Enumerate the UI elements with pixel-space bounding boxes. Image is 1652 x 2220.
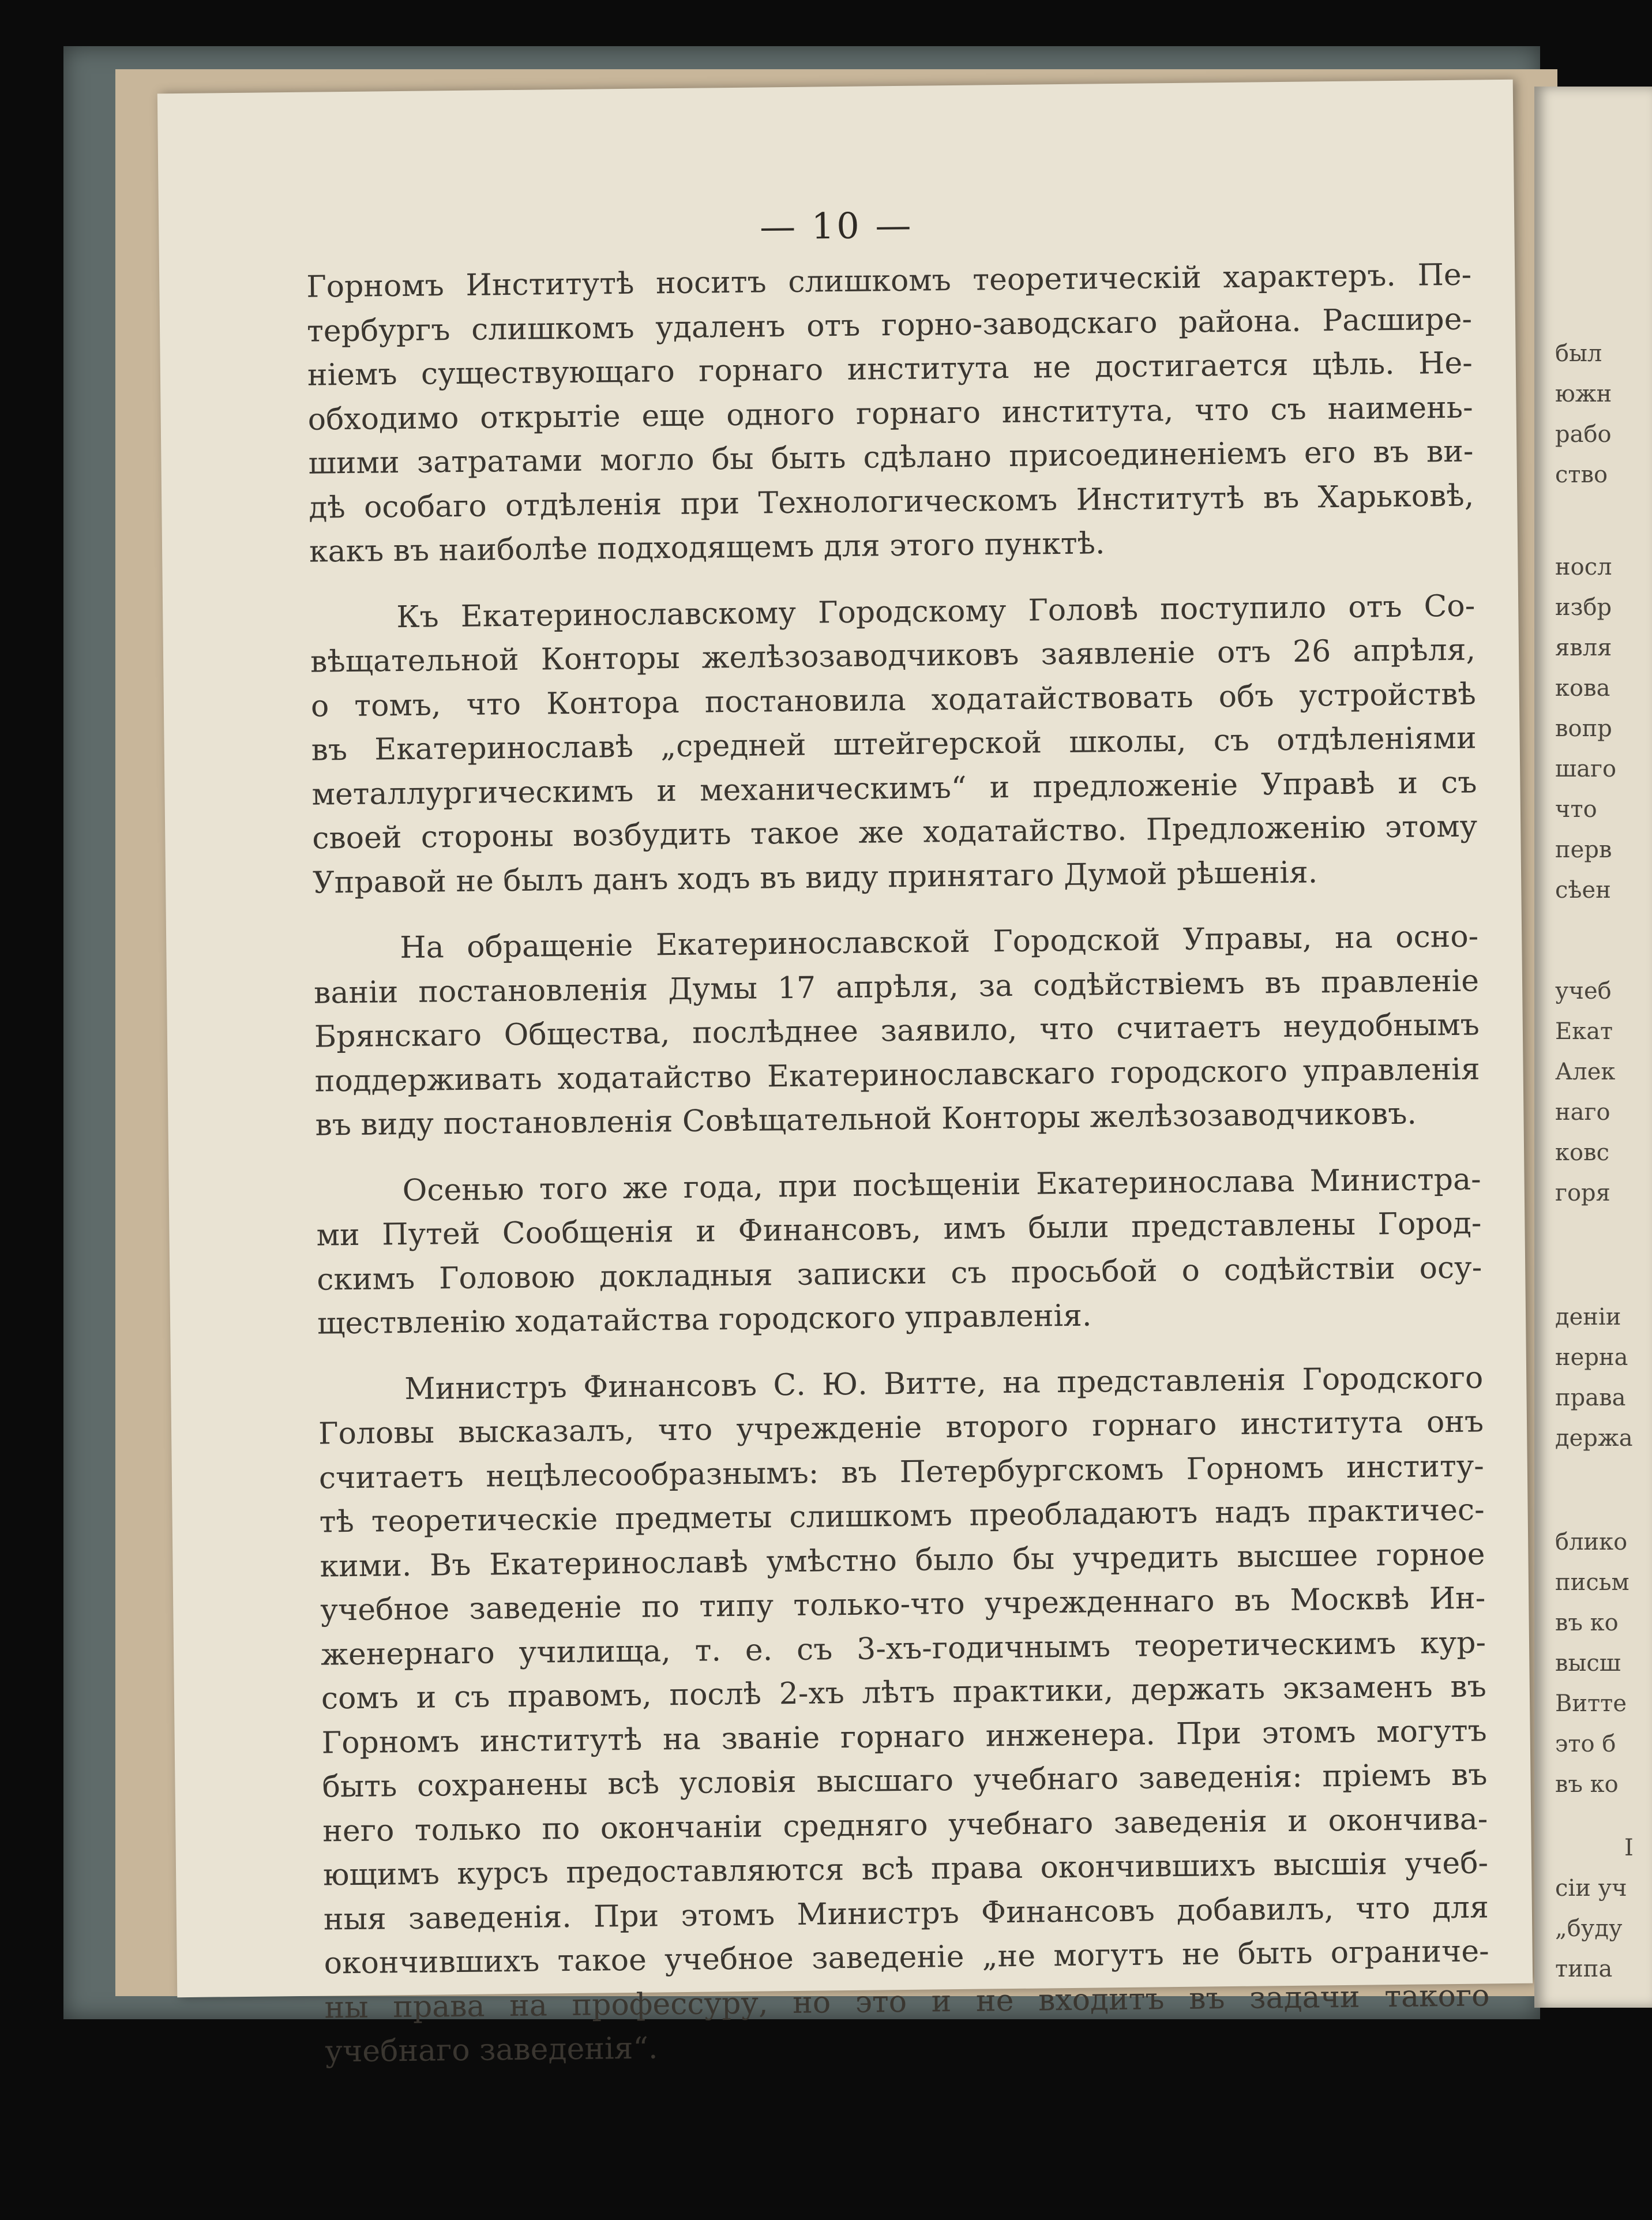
- facing-text-fragment: рабо: [1555, 421, 1612, 448]
- text-line: ныя заведенія. При этомъ Министръ Финансовъ добавилъ, что для: [323, 1889, 1489, 1937]
- text-line: Головы высказалъ, что учрежденіе второго горнаго института онъ: [318, 1404, 1484, 1452]
- text-line: него только по окончаніи средняго учебнаго заведенія и окончива-: [322, 1801, 1488, 1849]
- text-line: ны права на профессуру, но это и не входитъ въ задачи такого: [324, 1978, 1490, 2026]
- text-line: своей стороны возбудить такое же ходатайство. Предложенію этому: [312, 809, 1478, 856]
- page-body-text: [306, 253, 1490, 2074]
- paragraph: [316, 1157, 1482, 1346]
- paragraph: [310, 584, 1478, 905]
- text-line: дѣ особаго отдѣленія при Технологическомъ Институтѣ въ Харьковѣ,: [309, 478, 1474, 526]
- text-line: быть сохранены всѣ условія высшаго учебнаго заведенія: пріемъ въ: [322, 1757, 1488, 1805]
- facing-text-fragment: блико: [1555, 1529, 1628, 1555]
- text-line: Брянскаго Общества, послѣднее заявило, что считаетъ неудобнымъ: [314, 1007, 1480, 1055]
- text-line: скимъ Головою докладныя записки съ просьбой о содѣйствіи осу-: [317, 1250, 1482, 1297]
- facing-text-fragment: был: [1555, 340, 1602, 367]
- facing-text-fragment: вопр: [1555, 715, 1612, 742]
- text-line: Управой не былъ данъ ходъ въ виду принятаго Думой рѣшенія.: [312, 854, 1318, 901]
- facing-text-fragment: деніи: [1555, 1304, 1621, 1330]
- facing-text-fragment: сѣен: [1555, 877, 1611, 903]
- facing-text-fragment: нерна: [1555, 1344, 1628, 1371]
- facing-text-fragment: кова: [1555, 675, 1610, 702]
- text-line: ваніи постановленія Думы 17 апрѣля, за содѣйствіемъ въ правленіе: [313, 963, 1480, 1011]
- text-line: Горномъ институтѣ на званіе горнаго инженера. При этомъ могутъ: [321, 1713, 1487, 1761]
- facing-text-fragment: Витте: [1555, 1690, 1627, 1717]
- text-line: кими. Въ Екатеринославѣ умѣстно было бы учредить высшее горное: [320, 1536, 1485, 1584]
- facing-text-fragment: держа: [1555, 1425, 1633, 1452]
- text-line: вѣщательной Конторы желѣзозаводчиковъ заявленіе отъ 26 апрѣля,: [310, 632, 1476, 680]
- facing-text-fragment: наго: [1555, 1099, 1610, 1126]
- facing-text-fragment: права: [1555, 1385, 1626, 1411]
- paragraph: [313, 914, 1481, 1148]
- facing-text-fragment: въ ко: [1555, 1771, 1619, 1798]
- paragraph: [306, 253, 1474, 575]
- text-line: какъ въ наиболѣе подходящемъ для этого пунктѣ.: [309, 526, 1105, 569]
- facing-text-fragment: ство: [1555, 462, 1608, 488]
- paragraph: [318, 1356, 1490, 2074]
- text-line: обходимо открытіе еще одного горнаго института, что съ наимень-: [307, 390, 1473, 437]
- page-number: — 10 —: [759, 204, 914, 248]
- text-line: Министръ Финансовъ С. Ю. Витте, на представленія Городского: [404, 1360, 1484, 1407]
- text-line: поддерживать ходатайство Екатеринославскаго городского управленія: [314, 1051, 1480, 1099]
- text-line: окончившихъ такое учебное заведеніе „не могутъ не быть ограниче-: [324, 1934, 1489, 1981]
- facing-text-fragment: носл: [1555, 554, 1612, 580]
- facing-text-fragment: сіи уч: [1555, 1875, 1627, 1902]
- facing-text-fragment: горя: [1555, 1180, 1610, 1206]
- text-line: ществленію ходатайства городского управленія.: [317, 1298, 1092, 1341]
- facing-text-fragment: I: [1624, 1835, 1634, 1861]
- text-line: учебнаго заведенія“.: [325, 2031, 658, 2069]
- facing-text-fragment: письм: [1555, 1569, 1630, 1596]
- text-line: о томъ, что Контора постановила ходатайствовать объ устройствѣ: [310, 677, 1477, 724]
- text-line: Къ Екатеринославскому Городскому Головѣ поступило отъ Со-: [396, 588, 1475, 635]
- text-line: считаетъ нецѣлесообразнымъ: въ Петербургскомъ Горномъ институ-: [318, 1448, 1485, 1496]
- facing-text-fragment: „буду: [1555, 1915, 1623, 1942]
- facing-text-fragment: избр: [1555, 594, 1612, 621]
- text-line: ніемъ существующаго горнаго института не достигается цѣль. Не-: [307, 346, 1473, 393]
- facing-text-fragment: ковс: [1555, 1139, 1610, 1166]
- text-line: тербургъ слишкомъ удаленъ отъ горно-заводскаго района. Расшире-: [306, 302, 1473, 349]
- text-line: въ Екатеринославѣ „средней штейгерской школы, съ отдѣленіями: [311, 721, 1477, 768]
- text-line: учебное заведеніе по типу только-что учрежденнаго въ Москвѣ Ин-: [320, 1581, 1486, 1628]
- text-line: На обращеніе Екатеринославской Городской Управы, на осно-: [400, 919, 1479, 966]
- text-line: Осенью того же года, при посѣщеніи Екатеринослава Министра-: [402, 1161, 1481, 1208]
- text-line: сомъ и съ правомъ, послѣ 2-хъ лѣтъ практики, держать экзаменъ въ: [321, 1669, 1487, 1716]
- book-page: [157, 80, 1533, 2069]
- facing-text-fragment: типа: [1555, 1956, 1613, 1982]
- facing-page-fragment: [1534, 87, 1652, 2008]
- facing-text-fragment: что: [1555, 796, 1597, 823]
- text-line: металлургическимъ и механическимъ“ и предложеніе Управѣ и съ: [311, 765, 1477, 812]
- facing-text-fragment: южн: [1555, 381, 1612, 407]
- text-line: женернаго училища, т. е. съ 3-хъ-годичнымъ теоретическимъ кур-: [320, 1625, 1486, 1672]
- facing-text-fragment: шаго: [1555, 756, 1617, 782]
- facing-text-fragment: высш: [1555, 1650, 1621, 1677]
- text-line: шими затратами могло бы быть сдѣлано присоединеніемъ его въ ви-: [308, 434, 1474, 481]
- facing-text-fragment: Алек: [1555, 1059, 1616, 1085]
- facing-text-fragment: это б: [1555, 1731, 1616, 1757]
- facing-text-fragment: учеб: [1555, 978, 1612, 1004]
- text-line: ми Путей Сообщенія и Финансовъ, имъ были представлены Город-: [316, 1206, 1482, 1253]
- facing-text-fragment: явля: [1555, 635, 1612, 661]
- text-line: въ виду постановленія Совѣщательной Конторы желѣзозаводчиковъ.: [315, 1096, 1417, 1143]
- text-line: ющимъ курсъ предоставляются всѣ права окончившихъ высшія учеб-: [322, 1846, 1489, 1893]
- text-line: тѣ теоретическіе предметы слишкомъ преобладаютъ надъ практичес-: [319, 1492, 1485, 1540]
- facing-text-fragment: въ ко: [1555, 1610, 1619, 1636]
- facing-text-fragment: перв: [1555, 837, 1612, 863]
- facing-text-fragment: Екат: [1555, 1018, 1613, 1045]
- text-line: Горномъ Институтѣ носитъ слишкомъ теоретическій характеръ. Пе-: [306, 257, 1472, 305]
